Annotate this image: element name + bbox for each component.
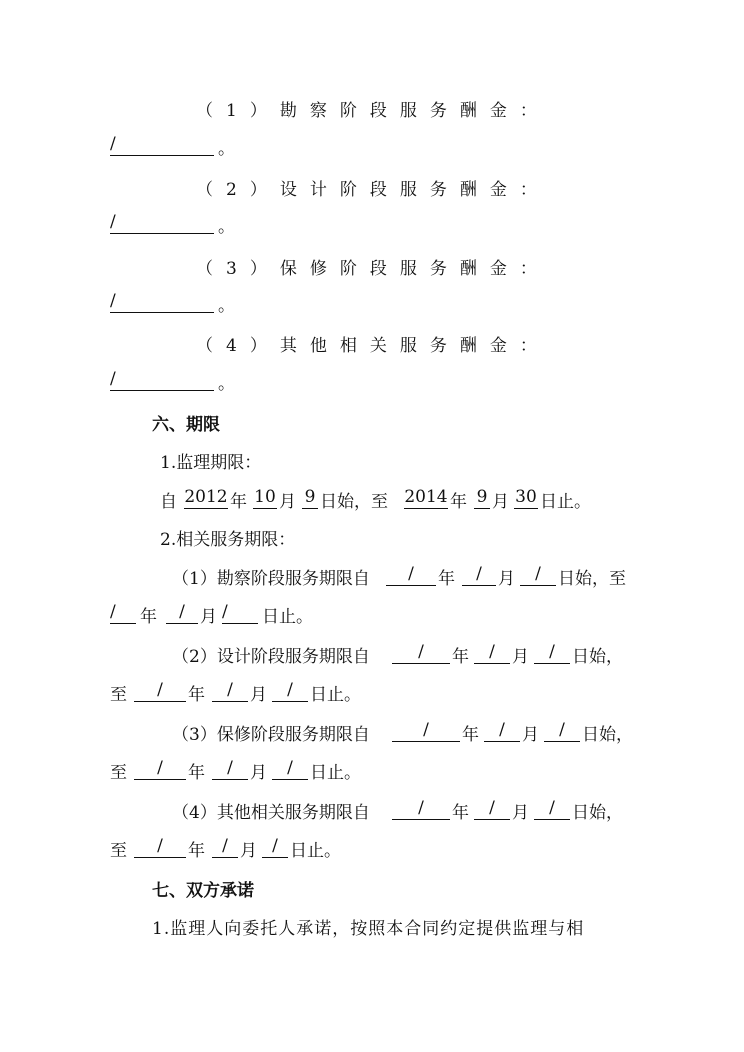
blank-year: / xyxy=(386,564,436,586)
service-period-1-end: / 年 / 月 / 日止。 xyxy=(110,602,313,627)
section-7-heading: 七、双方承诺 xyxy=(152,881,254,901)
blank-day: / xyxy=(222,602,258,624)
blank-year: / xyxy=(392,642,450,664)
start-month: 10 xyxy=(254,487,276,507)
section-6-heading: 六、期限 xyxy=(152,415,220,435)
service-period-3: （3）保修阶段服务期限自 / 年 / 月 / 日始， xyxy=(172,720,633,745)
blank-year: / xyxy=(134,758,186,780)
service-period-3-end: 至 / 年 / 月 / 日止。 xyxy=(110,758,361,783)
supervision-period-label: 1.监理期限： xyxy=(160,453,262,473)
blank-day: / xyxy=(520,564,556,586)
service-period-1: （1）勘察阶段服务期限自 / 年 / 月 / 日始，至 xyxy=(172,564,626,589)
service-period-4-end: 至 / 年 / 月 / 日止。 xyxy=(110,836,341,861)
end-year: 2014 xyxy=(404,487,448,507)
start-year: 2012 xyxy=(184,487,228,507)
supervision-period: 自 2012 年 10 月 9 日始，至 2014 年 9 月 30 日止。 xyxy=(160,487,591,512)
fee-row-3 xyxy=(0,254,744,284)
fee-label: （2）设计阶段服务酬金： xyxy=(196,180,550,200)
fee-value-row-1 xyxy=(0,134,744,164)
blank-month: / xyxy=(212,758,248,780)
related-service-period-label: 2.相关服务期限： xyxy=(160,530,296,550)
end-day: 30 xyxy=(515,487,537,507)
blank-day: / xyxy=(534,642,570,664)
blank-month: / xyxy=(212,836,238,858)
blank-month: / xyxy=(212,680,248,702)
blank-day: / xyxy=(262,836,288,858)
blank-month: / xyxy=(462,564,496,586)
end-month: 9 xyxy=(474,487,490,509)
fee-value: / xyxy=(110,369,116,389)
fee-row-1 xyxy=(0,96,744,126)
fee-value-row-2 xyxy=(0,212,744,242)
service-period-2: （2）设计阶段服务期限自 / 年 / 月 / 日始， xyxy=(172,642,623,667)
fee-row-4 xyxy=(0,331,744,361)
fee-value: / xyxy=(110,212,116,232)
blank-year: / xyxy=(110,602,136,624)
blank-month: / xyxy=(474,798,510,820)
blank-month: / xyxy=(166,602,198,624)
fee-value: / xyxy=(110,291,116,311)
blank-year: / xyxy=(392,720,460,742)
blank-month: / xyxy=(484,720,520,742)
fee-value-row-3 xyxy=(0,291,744,321)
service-period-2-end: 至 / 年 / 月 / 日止。 xyxy=(110,680,361,705)
period-mark: 。 xyxy=(218,139,235,159)
blank-day: / xyxy=(534,798,570,820)
fee-row-2 xyxy=(0,175,744,205)
start-day: 9 xyxy=(302,487,318,509)
blank-day: / xyxy=(544,720,580,742)
section-7-item-1: 1.监理人向委托人承诺，按照本合同约定提供监理与相 xyxy=(152,919,585,939)
blank-month: / xyxy=(474,642,510,664)
fee-label: （3）保修阶段服务酬金： xyxy=(196,259,550,279)
blank-day: / xyxy=(272,758,308,780)
blank-year: / xyxy=(134,836,186,858)
period-mark: 。 xyxy=(218,296,235,316)
period-mark: 。 xyxy=(218,217,235,237)
fee-label: （1）勘察阶段服务酬金： xyxy=(196,101,550,121)
fee-label: （4）其他相关服务酬金： xyxy=(196,336,550,356)
fee-value: / xyxy=(110,134,116,154)
blank-day: / xyxy=(272,680,308,702)
fee-value-row-4 xyxy=(0,369,744,399)
blank-year: / xyxy=(392,798,450,820)
blank-year: / xyxy=(134,680,186,702)
period-mark: 。 xyxy=(218,374,235,394)
service-period-4: （4）其他相关服务期限自 / 年 / 月 / 日始， xyxy=(172,798,623,823)
